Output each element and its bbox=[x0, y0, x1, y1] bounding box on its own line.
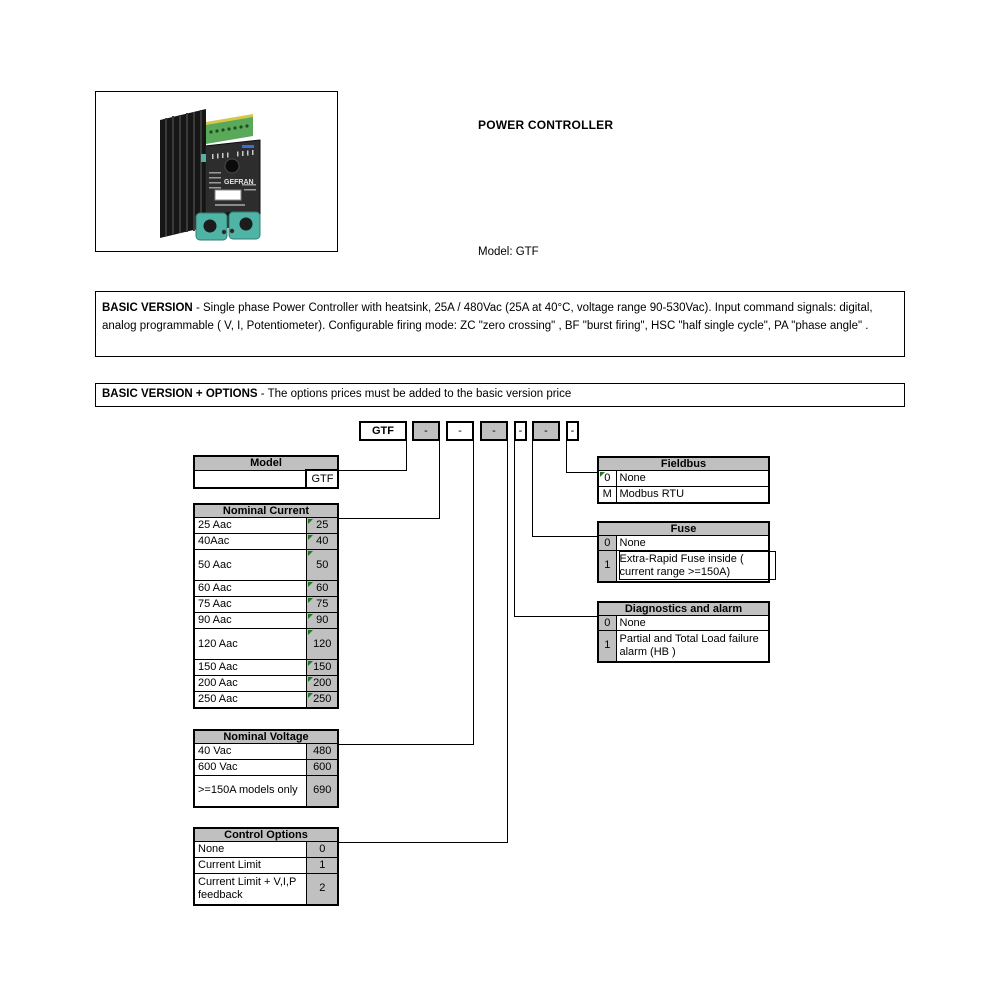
knob bbox=[225, 159, 239, 173]
cell-label: 40 Vac bbox=[194, 744, 306, 760]
model-table bbox=[193, 455, 339, 489]
connector-line bbox=[337, 744, 474, 745]
cell-label: 40Aac bbox=[194, 534, 306, 550]
table-row bbox=[194, 518, 338, 534]
cell-marker-triangle-icon bbox=[308, 519, 313, 524]
cell-value: 120 bbox=[306, 629, 338, 660]
model-value-cell: GTF bbox=[306, 470, 338, 488]
product-photo bbox=[96, 92, 337, 251]
cell-value: 40 bbox=[306, 534, 338, 550]
cell-value: 60 bbox=[306, 581, 338, 597]
product-photo-frame bbox=[95, 91, 338, 252]
ordercode-sep-3: - bbox=[480, 421, 508, 441]
cell-code: 0 bbox=[598, 536, 616, 551]
model-empty-cell bbox=[194, 470, 306, 488]
cell-label: 120 Aac bbox=[194, 629, 306, 660]
cell-label: 75 Aac bbox=[194, 597, 306, 613]
cell-value: 690 bbox=[306, 776, 338, 807]
table-header: Nominal Voltage bbox=[194, 730, 338, 744]
cell-marker-triangle-icon bbox=[308, 582, 313, 587]
cell-marker-triangle-icon bbox=[308, 614, 313, 619]
ordercode-sep-2: - bbox=[446, 421, 474, 441]
cell-label: 150 Aac bbox=[194, 660, 306, 676]
ordercode-sep-5: - bbox=[532, 421, 560, 441]
cell-value: 1 bbox=[306, 858, 338, 874]
cell-marker-triangle-icon bbox=[308, 551, 313, 556]
cell-label: 60 Aac bbox=[194, 581, 306, 597]
page-title: POWER CONTROLLER bbox=[478, 118, 614, 132]
connector-line bbox=[566, 472, 597, 473]
cell-label: >=150A models only bbox=[194, 776, 306, 807]
connector-line bbox=[406, 441, 407, 471]
device-label bbox=[215, 190, 241, 200]
cell-value: 150 bbox=[306, 660, 338, 676]
cell-label: Modbus RTU bbox=[616, 487, 769, 503]
diagnostics-table bbox=[597, 601, 770, 663]
table-row bbox=[194, 597, 338, 613]
connector-line bbox=[507, 441, 508, 843]
table-header: Nominal Current bbox=[194, 504, 338, 518]
ordercode-sep-1: - bbox=[412, 421, 440, 441]
cell-code: 1 bbox=[598, 631, 616, 662]
cell-code: 0 bbox=[598, 616, 616, 631]
fieldbus-table bbox=[597, 456, 770, 504]
model-caption: Model: GTF bbox=[478, 246, 539, 258]
table-row bbox=[194, 660, 338, 676]
cell-label: None bbox=[616, 536, 769, 551]
connector-line bbox=[532, 536, 597, 537]
brand-text: GEFRAN bbox=[224, 179, 254, 186]
table-row bbox=[194, 550, 338, 581]
table-row bbox=[194, 629, 338, 660]
connector-line bbox=[514, 616, 597, 617]
table-header: Model bbox=[194, 456, 338, 470]
cell-label: None bbox=[616, 471, 769, 487]
fuse-note-outline bbox=[619, 551, 776, 580]
cell-value: 25 bbox=[306, 518, 338, 534]
table-row bbox=[194, 534, 338, 550]
cell-value: 600 bbox=[306, 760, 338, 776]
connector-line bbox=[337, 518, 440, 519]
table-row bbox=[194, 676, 338, 692]
control-options-table bbox=[193, 827, 339, 906]
cell-label: Partial and Total Load failure alarm (HB ) bbox=[616, 631, 769, 662]
cell-label: None bbox=[194, 842, 306, 858]
cell-value: 50 bbox=[306, 550, 338, 581]
table-row bbox=[598, 631, 769, 662]
connector-line bbox=[337, 842, 508, 843]
connector-line bbox=[473, 441, 474, 745]
cell-label: Current Limit bbox=[194, 858, 306, 874]
table-row bbox=[194, 874, 338, 905]
cell-marker-triangle-icon bbox=[308, 677, 313, 682]
cell-marker-triangle-icon bbox=[308, 598, 313, 603]
cell-marker-triangle-icon bbox=[308, 661, 313, 666]
connector-line bbox=[337, 470, 407, 471]
ordercode-sep-4: - bbox=[514, 421, 527, 441]
nominal-current-table bbox=[193, 503, 339, 709]
cell-value: 75 bbox=[306, 597, 338, 613]
cell-label: 25 Aac bbox=[194, 518, 306, 534]
cell-value: 250 bbox=[306, 692, 338, 708]
cell-label: 600 Vac bbox=[194, 760, 306, 776]
cell-label: Extra-Rapid Fuse inside ( current range >=150A) bbox=[616, 551, 769, 582]
connector-line bbox=[514, 441, 515, 617]
cell-marker-triangle-icon bbox=[308, 535, 313, 540]
cell-label: None bbox=[616, 616, 769, 631]
cell-label: 50 Aac bbox=[194, 550, 306, 581]
table-header: Fuse bbox=[598, 522, 769, 536]
table-row bbox=[598, 616, 769, 631]
cell-label: Current Limit + V,I,P feedback bbox=[194, 874, 306, 905]
table-row bbox=[598, 471, 769, 487]
ordercode-sep-6: - bbox=[566, 421, 579, 441]
cell-code: M bbox=[598, 487, 616, 503]
cell-code: 0 bbox=[598, 471, 616, 487]
cell-marker-triangle-icon bbox=[308, 630, 313, 635]
nominal-voltage-table bbox=[193, 729, 339, 808]
basic-version-block bbox=[95, 291, 905, 357]
ordercode-model-box: GTF bbox=[359, 421, 407, 441]
basic-version-text: - Single phase Power Controller with heatsink, 25A / 480Vac (25A at 40°C, voltage range 90-530Vac). Input command signals: digital, analog programmable ( V, I, Potentiometer). Configurable firing mode: ZC "zero crossing" , BF "burst firing", HSC "half single cycle", PA "phase angle" . bbox=[102, 302, 873, 333]
cell-value: 200 bbox=[306, 676, 338, 692]
connector-line bbox=[566, 441, 567, 473]
table-row bbox=[194, 842, 338, 858]
table-header: Diagnostics and alarm bbox=[598, 602, 769, 616]
cell-label: 90 Aac bbox=[194, 613, 306, 629]
options-block bbox=[95, 383, 905, 407]
connector-line bbox=[439, 441, 440, 519]
cell-value: 2 bbox=[306, 874, 338, 905]
table-row bbox=[194, 613, 338, 629]
table-header: Fieldbus bbox=[598, 457, 769, 471]
cell-marker-triangle-icon bbox=[600, 472, 605, 477]
led-strip bbox=[242, 145, 254, 148]
cell-value: 480 bbox=[306, 744, 338, 760]
table-row bbox=[598, 487, 769, 503]
table-row bbox=[194, 581, 338, 597]
table-row bbox=[194, 760, 338, 776]
table-row bbox=[194, 744, 338, 760]
table-row bbox=[598, 536, 769, 551]
cell-label: 250 Aac bbox=[194, 692, 306, 708]
cell-label: 200 Aac bbox=[194, 676, 306, 692]
cell-marker-triangle-icon bbox=[308, 693, 313, 698]
connector-line bbox=[532, 441, 533, 537]
basic-version-lead: BASIC VERSION bbox=[102, 302, 193, 314]
options-text: - The options prices must be added to the basic version price bbox=[257, 388, 572, 400]
table-row bbox=[194, 776, 338, 807]
cell-value: 90 bbox=[306, 613, 338, 629]
table-row bbox=[194, 858, 338, 874]
cell-value: 0 bbox=[306, 842, 338, 858]
table-row bbox=[194, 692, 338, 708]
side-clip bbox=[201, 154, 206, 162]
cell-code: 1 bbox=[598, 551, 616, 582]
table-header: Control Options bbox=[194, 828, 338, 842]
options-lead: BASIC VERSION + OPTIONS bbox=[102, 388, 258, 400]
